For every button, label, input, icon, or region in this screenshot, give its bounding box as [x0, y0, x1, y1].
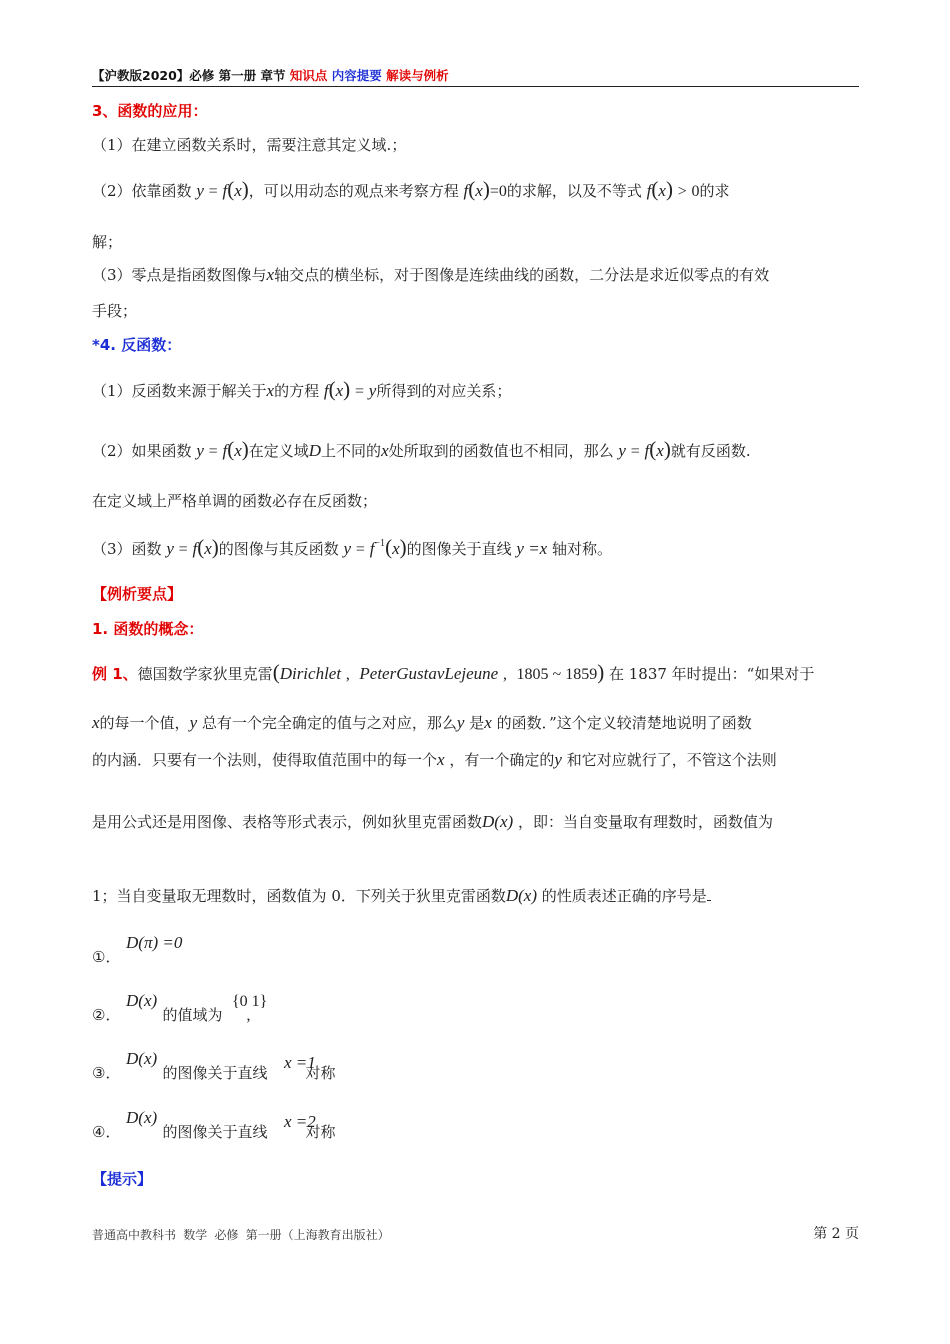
page-number: 第 2 页 — [813, 1226, 859, 1242]
option-3-line: ③． 的图像关于直线 对称 — [92, 1064, 336, 1082]
example-1-line-2: x的每一个值，y 总有一个完全确定的值与之对应，那么y 是x 的函数．”这个定义较清楚地说明了函数 — [92, 713, 752, 732]
option-3-line-eq: x =1 — [284, 1053, 316, 1072]
header-analysis: 解读与例析 — [386, 68, 449, 83]
option-1-formula: D(π) =0 — [126, 933, 183, 952]
section-3-title: 3、函数的应用： — [92, 102, 208, 120]
header-knowledge: 知识点 — [289, 68, 328, 83]
example-1-line-4: 是用公式还是用图像、表格等形式表示，例如狄里克雷函数D(x) ，即：当自变量取有理数时，函数值为 — [92, 812, 773, 831]
section-3-item-2-cont: 解； — [92, 233, 123, 251]
example-1-line-5: 1；当自变量取无理数时，函数值为 0．下列关于狄里克雷函数D(x) 的性质表述正确的序号是 — [92, 885, 711, 907]
option-4-line: ④． 的图像关于直线 对称 — [92, 1123, 336, 1141]
example-1-line-1: 例 1、德国数学家狄里克雷(Dirichlet , PeterGustavLejeune , 1805 ~ 1859) 在 1837 年时提出：“如果对于 — [92, 660, 815, 684]
option-2-line: ②． 的值域为 , — [92, 1006, 251, 1024]
example-1-line-3: 的内涵．只要有一个法则，使得取值范围中的每一个x ，有一个确定的y 和它对应就行了，不管这个法则 — [92, 750, 777, 769]
section-3-item-3-cont: 手段； — [92, 302, 138, 320]
option-3-formula: D(x) — [126, 1049, 158, 1068]
hint-header: 【提示】 — [92, 1170, 153, 1188]
examples-header: 【例析要点】 — [92, 585, 183, 603]
section-3-item-2: （2）依靠函数 y = f(x)，可以用动态的观点来考察方程 f(x)=0的求解，以及不等式 f(x) > 0的求 — [92, 177, 730, 201]
section-4-item-2: （2）如果函数 y = f(x)在定义域D上不同的x处所取到的函数值也不相同，那么 y = f(x)就有反函数. — [92, 437, 751, 461]
concept-title: 1. 函数的概念： — [92, 620, 204, 638]
page-header — [92, 66, 859, 86]
option-1-label: ①． — [92, 948, 121, 966]
option-4-line-eq: x =2 — [284, 1112, 316, 1131]
header-book: 【沪教版2020】必修 第一册 章节 — [92, 68, 286, 83]
section-4-item-2-cont: 在定义域上严格单调的函数必存在反函数； — [92, 492, 378, 510]
option-2-formula: D(x) — [126, 991, 158, 1010]
section-3-item-3: （3）零点是指函数图像与x轴交点的横坐标，对于图像是连续曲线的函数，二分法是求近似零点的有效 — [92, 265, 770, 284]
header-divider — [92, 86, 859, 87]
footer-book-title: 普通高中教科书 数学 必修 第一册（上海教育出版社） — [92, 1228, 390, 1242]
section-4-item-3: （3）函数 y = f(x)的图像与其反函数 $y = f^{-1}(x)$的图像关于直线 y =x 轴对称。 — [92, 535, 613, 559]
option-4-formula: D(x) — [126, 1108, 158, 1127]
example-1-label: 例 1、 — [92, 665, 138, 683]
section-3-item-1: （1）在建立函数关系时，需要注意其定义域.； — [92, 136, 407, 154]
header-summary: 内容提要 — [331, 68, 382, 83]
section-4-item-1: （1）反函数来源于解关于x的方程 f(x) = y所得到的对应关系； — [92, 377, 512, 401]
option-2-set: {0 1} — [232, 993, 268, 1010]
section-4-title: *4. 反函数： — [92, 336, 182, 354]
answer-blank — [707, 886, 711, 901]
